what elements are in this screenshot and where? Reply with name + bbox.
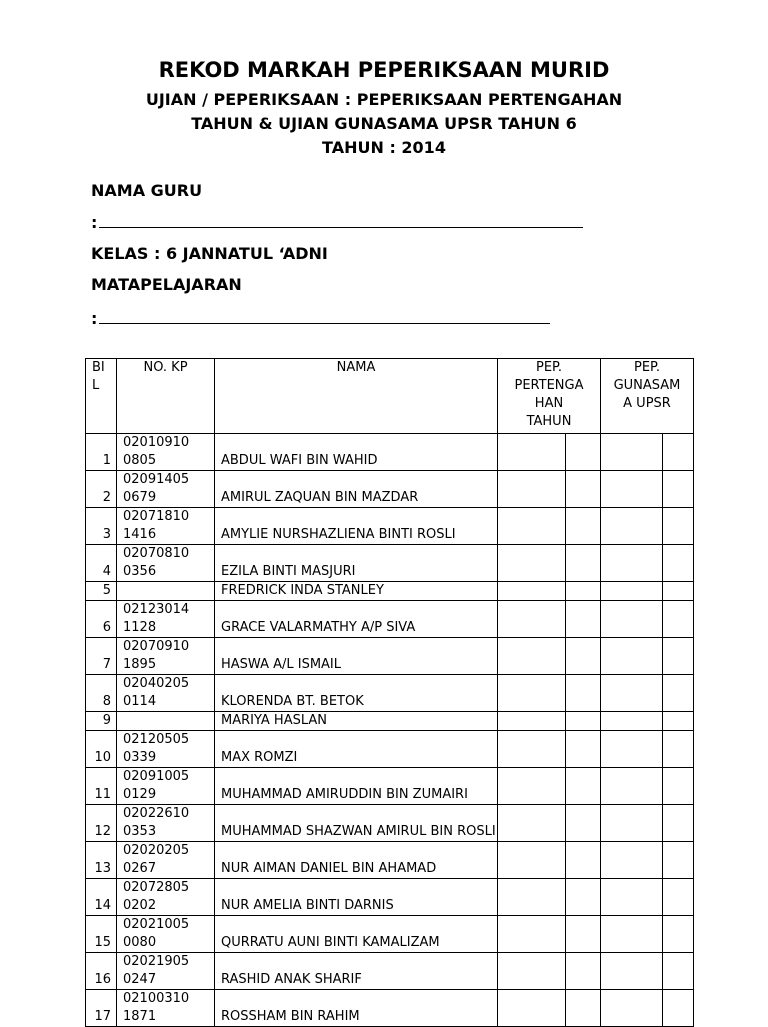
header-pep-gunasama-upsr: PEP. GUNASAM A UPSR: [601, 359, 694, 434]
mark-pertengahan-cell[interactable]: [498, 434, 566, 471]
grade-pertengahan-cell[interactable]: [566, 805, 601, 842]
mark-gunasama-cell[interactable]: [601, 731, 663, 768]
row-nama: NUR AIMAN DANIEL BIN AHAMAD: [215, 842, 498, 879]
grade-pertengahan-cell[interactable]: [566, 471, 601, 508]
row-nama: MAX ROMZI: [215, 731, 498, 768]
grade-pertengahan-cell[interactable]: [566, 601, 601, 638]
mark-gunasama-cell[interactable]: [601, 879, 663, 916]
grade-gunasama-cell[interactable]: [663, 768, 694, 805]
row-bil: 5: [86, 582, 117, 601]
grade-gunasama-cell[interactable]: [663, 953, 694, 990]
subject-colon: :: [91, 309, 98, 328]
subject-label: MATAPELAJARAN: [91, 275, 242, 294]
mark-pertengahan-cell[interactable]: [498, 768, 566, 805]
row-nama: ROSSHAM BIN RAHIM: [215, 990, 498, 1027]
row-no-kp: 02120505 0339: [117, 731, 215, 768]
row-bil: 13: [86, 842, 117, 879]
exam-line-1: UJIAN / PEPERIKSAAN : PEPERIKSAAN PERTENGAHAN: [145, 90, 623, 109]
header-no-kp: NO. KP: [117, 359, 215, 434]
document-title: REKOD MARKAH PEPERIKSAAN MURID: [158, 58, 610, 82]
row-nama: ABDUL WAFI BIN WAHID: [215, 434, 498, 471]
mark-gunasama-cell[interactable]: [601, 805, 663, 842]
mark-gunasama-cell[interactable]: [601, 582, 663, 601]
exam-year: TAHUN : 2014: [322, 138, 446, 157]
mark-gunasama-cell[interactable]: [601, 638, 663, 675]
table-row: [86, 990, 694, 1027]
mark-pertengahan-cell[interactable]: [498, 638, 566, 675]
grade-pertengahan-cell[interactable]: [566, 638, 601, 675]
teacher-name-underline: [99, 215, 583, 228]
row-bil: 1: [86, 434, 117, 471]
row-bil: 9: [86, 712, 117, 731]
mark-gunasama-cell[interactable]: [601, 471, 663, 508]
row-no-kp: 02010910 0805: [117, 434, 215, 471]
row-no-kp: 02123014 1128: [117, 601, 215, 638]
grade-gunasama-cell[interactable]: [663, 805, 694, 842]
mark-pertengahan-cell[interactable]: [498, 879, 566, 916]
row-no-kp: 02020205 0267: [117, 842, 215, 879]
grade-gunasama-cell[interactable]: [663, 712, 694, 731]
grade-pertengahan-cell[interactable]: [566, 842, 601, 879]
row-no-kp: 02070810 0356: [117, 545, 215, 582]
row-nama: MUHAMMAD AMIRUDDIN BIN ZUMAIRI: [215, 768, 498, 805]
row-nama: AMYLIE NURSHAZLIENA BINTI ROSLI: [215, 508, 498, 545]
mark-gunasama-cell[interactable]: [601, 601, 663, 638]
row-no-kp: [117, 582, 215, 601]
grade-gunasama-cell[interactable]: [663, 545, 694, 582]
table-row: [86, 601, 694, 638]
row-bil: 15: [86, 916, 117, 953]
grade-gunasama-cell[interactable]: [663, 990, 694, 1027]
grade-pertengahan-cell[interactable]: [566, 879, 601, 916]
grade-pertengahan-cell[interactable]: [566, 675, 601, 712]
row-bil: 6: [86, 601, 117, 638]
mark-gunasama-cell[interactable]: [601, 712, 663, 731]
row-bil: 3: [86, 508, 117, 545]
mark-pertengahan-cell[interactable]: [498, 471, 566, 508]
row-bil: 12: [86, 805, 117, 842]
grade-pertengahan-cell[interactable]: [566, 916, 601, 953]
grade-gunasama-cell[interactable]: [663, 731, 694, 768]
mark-pertengahan-cell[interactable]: [498, 842, 566, 879]
row-bil: 7: [86, 638, 117, 675]
grade-pertengahan-cell[interactable]: [566, 731, 601, 768]
row-bil: 17: [86, 990, 117, 1027]
table-row: [86, 731, 694, 768]
row-nama: GRACE VALARMATHY A/P SIVA: [215, 601, 498, 638]
mark-pertengahan-cell[interactable]: [498, 805, 566, 842]
table-row: [86, 434, 694, 471]
mark-pertengahan-cell[interactable]: [498, 731, 566, 768]
table-row: [86, 582, 694, 601]
grade-pertengahan-cell[interactable]: [566, 953, 601, 990]
grade-gunasama-cell[interactable]: [663, 434, 694, 471]
table-row: [86, 879, 694, 916]
teacher-name-field[interactable]: [91, 213, 583, 232]
header-nama: NAMA: [215, 359, 498, 434]
table-row: [86, 638, 694, 675]
table-row: [86, 545, 694, 582]
table-row: [86, 768, 694, 805]
table-row: [86, 916, 694, 953]
grade-pertengahan-cell[interactable]: [566, 768, 601, 805]
table-row: [86, 842, 694, 879]
grade-gunasama-cell[interactable]: [663, 638, 694, 675]
row-no-kp: 02071810 1416: [117, 508, 215, 545]
grade-pertengahan-cell[interactable]: [566, 712, 601, 731]
row-no-kp: 02091405 0679: [117, 471, 215, 508]
row-no-kp: 02091005 0129: [117, 768, 215, 805]
table-row: [86, 471, 694, 508]
row-no-kp: 02040205 0114: [117, 675, 215, 712]
row-no-kp: 02072805 0202: [117, 879, 215, 916]
row-nama: RASHID ANAK SHARIF: [215, 953, 498, 990]
mark-gunasama-cell[interactable]: [601, 508, 663, 545]
grade-gunasama-cell[interactable]: [663, 916, 694, 953]
mark-gunasama-cell[interactable]: [601, 842, 663, 879]
row-nama: FREDRICK INDA STANLEY: [215, 582, 498, 601]
table-row: [86, 508, 694, 545]
mark-pertengahan-cell[interactable]: [498, 601, 566, 638]
row-no-kp: [117, 712, 215, 731]
teacher-name-label: NAMA GURU: [91, 181, 203, 200]
table-row: [86, 675, 694, 712]
mark-pertengahan-cell[interactable]: [498, 545, 566, 582]
row-bil: 14: [86, 879, 117, 916]
row-no-kp: 02100310 1871: [117, 990, 215, 1027]
grade-gunasama-cell[interactable]: [663, 471, 694, 508]
header-pep-pertengahan-tahun: PEP. PERTENGA HAN TAHUN: [498, 359, 601, 434]
grade-gunasama-cell[interactable]: [663, 675, 694, 712]
mark-gunasama-cell[interactable]: [601, 916, 663, 953]
subject-underline: [99, 311, 550, 324]
grade-gunasama-cell[interactable]: [663, 601, 694, 638]
mark-pertengahan-cell[interactable]: [498, 953, 566, 990]
marks-table: [85, 358, 694, 1027]
table-row: [86, 805, 694, 842]
mark-pertengahan-cell[interactable]: [498, 712, 566, 731]
grade-pertengahan-cell[interactable]: [566, 582, 601, 601]
exam-line-2: TAHUN & UJIAN GUNASAMA UPSR TAHUN 6: [191, 114, 577, 133]
row-bil: 4: [86, 545, 117, 582]
row-bil: 11: [86, 768, 117, 805]
row-nama: AMIRUL ZAQUAN BIN MAZDAR: [215, 471, 498, 508]
teacher-name-colon: :: [91, 213, 98, 232]
row-bil: 2: [86, 471, 117, 508]
row-no-kp: 02022610 0353: [117, 805, 215, 842]
subject-field[interactable]: [91, 309, 550, 328]
grade-gunasama-cell[interactable]: [663, 879, 694, 916]
row-nama: NUR AMELIA BINTI DARNIS: [215, 879, 498, 916]
row-bil: 8: [86, 675, 117, 712]
row-nama: QURRATU AUNI BINTI KAMALIZAM: [215, 916, 498, 953]
grade-gunasama-cell[interactable]: [663, 582, 694, 601]
mark-pertengahan-cell[interactable]: [498, 582, 566, 601]
grade-pertengahan-cell[interactable]: [566, 434, 601, 471]
grade-pertengahan-cell[interactable]: [566, 545, 601, 582]
grade-gunasama-cell[interactable]: [663, 842, 694, 879]
row-no-kp: 02021905 0247: [117, 953, 215, 990]
row-bil: 10: [86, 731, 117, 768]
mark-gunasama-cell[interactable]: [601, 768, 663, 805]
row-no-kp: 02070910 1895: [117, 638, 215, 675]
mark-pertengahan-cell[interactable]: [498, 990, 566, 1027]
grade-pertengahan-cell[interactable]: [566, 508, 601, 545]
row-nama: EZILA BINTI MASJURI: [215, 545, 498, 582]
mark-gunasama-cell[interactable]: [601, 953, 663, 990]
mark-gunasama-cell[interactable]: [601, 545, 663, 582]
mark-pertengahan-cell[interactable]: [498, 675, 566, 712]
mark-gunasama-cell[interactable]: [601, 434, 663, 471]
mark-gunasama-cell[interactable]: [601, 990, 663, 1027]
row-no-kp: 02021005 0080: [117, 916, 215, 953]
class-label: KELAS : 6 JANNATUL ‘ADNI: [91, 244, 328, 263]
mark-pertengahan-cell[interactable]: [498, 508, 566, 545]
mark-pertengahan-cell[interactable]: [498, 916, 566, 953]
header-bil: BI L: [86, 359, 117, 434]
row-nama: KLORENDA BT. BETOK: [215, 675, 498, 712]
grade-gunasama-cell[interactable]: [663, 508, 694, 545]
grade-pertengahan-cell[interactable]: [566, 990, 601, 1027]
table-row: [86, 953, 694, 990]
table-row: [86, 712, 694, 731]
row-nama: HASWA A/L ISMAIL: [215, 638, 498, 675]
row-bil: 16: [86, 953, 117, 990]
row-nama: MARIYA HASLAN: [215, 712, 498, 731]
mark-gunasama-cell[interactable]: [601, 675, 663, 712]
row-nama: MUHAMMAD SHAZWAN AMIRUL BIN ROSLI: [215, 805, 498, 842]
